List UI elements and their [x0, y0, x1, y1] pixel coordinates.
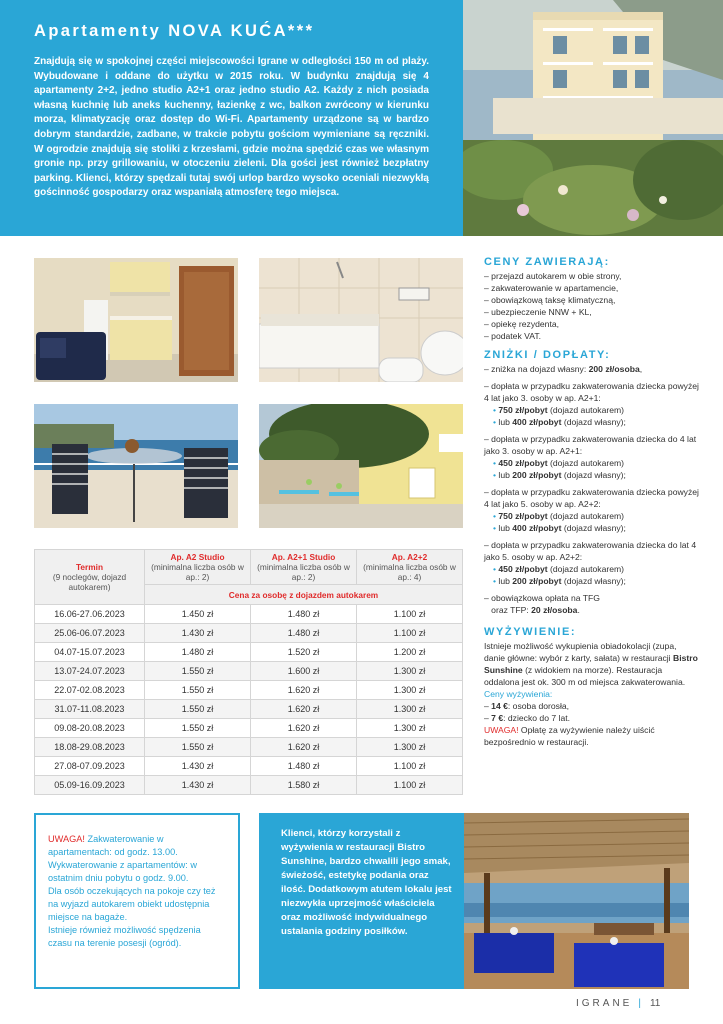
price-cell: 1.600 zł [251, 662, 357, 681]
meals-section [484, 626, 699, 748]
own-travel-end: , [639, 364, 643, 374]
table-row [35, 605, 463, 624]
price-cell: 1.620 zł [251, 738, 357, 757]
meals-restaurant: Bistro Sunshine [484, 653, 698, 675]
checkin-warning-box [34, 813, 240, 989]
surcharge-own-value: 400 zł/pobyt [512, 417, 562, 427]
discounts-title: ZNIŻKI / DOPŁATY: [484, 349, 611, 361]
price-cell: 1.550 zł [145, 662, 251, 681]
restaurant-photo [464, 813, 689, 989]
term-cell: 18.08-29.08.2023 [35, 738, 145, 757]
surcharge-coach-value: 750 zł/pobyt [498, 405, 548, 415]
col-a21-sub: (minimalna liczba osób w ap.: 2) [257, 562, 350, 582]
header-panel [0, 0, 463, 236]
prices-include-list [484, 270, 699, 342]
price-table [34, 549, 463, 795]
price-cell: 1.430 zł [145, 757, 251, 776]
discounts-section [484, 349, 699, 616]
surcharge-options [484, 510, 699, 534]
term-cell: 25.06-06.07.2023 [35, 624, 145, 643]
list-item: – przejazd autokarem w obie strony, [484, 270, 699, 282]
col-a2-label: Ap. A2 Studio [170, 552, 225, 562]
term-cell: 22.07-02.08.2023 [35, 681, 145, 700]
surcharge-coach [493, 510, 699, 522]
meal-price-adult [484, 700, 699, 712]
surcharge-text: – dopłata w przypadku zakwaterowania dziecka powyżej 4 lat jako 3. osoby w ap. A2+1: [484, 380, 699, 404]
surcharge-coach-label: (dojazd autokarem) [547, 564, 625, 574]
table-row [35, 776, 463, 795]
prices-include-section [484, 256, 699, 342]
garden-photo [259, 404, 463, 528]
price-cell: 1.550 zł [145, 700, 251, 719]
table-row [35, 700, 463, 719]
term-cell: 09.08-20.08.2023 [35, 719, 145, 738]
surcharge-own-prefix: lub [498, 576, 513, 586]
meals-text1: Istnieje możliwość wykupienia obiadokolacji (zupa, danie główne: wybór z karty, sałata) w restauracji [484, 641, 677, 663]
surcharge-own-label: (dojazd własny); [561, 470, 626, 480]
table-row [35, 624, 463, 643]
surcharge-coach-value: 450 zł/pobyt [498, 564, 548, 574]
price-cell: 1.100 zł [357, 757, 463, 776]
surcharge-own [493, 469, 699, 481]
price-cell: 1.300 zł [357, 662, 463, 681]
price-cell: 1.550 zł [145, 681, 251, 700]
kitchen-photo [34, 258, 238, 382]
price-cell: 1.620 zł [251, 681, 357, 700]
col-a2-sub: (minimalna liczba osób w ap.: 2) [151, 562, 244, 582]
meals-warning-label: UWAGA! [484, 725, 519, 735]
surcharge-own-value: 200 zł/pobyt [512, 470, 562, 480]
surcharge-options [484, 404, 699, 428]
tfp-label: oraz TFP: [491, 605, 532, 615]
term-header-label: Termin [75, 562, 104, 572]
price-cell: 1.550 zł [145, 738, 251, 757]
surcharge-own [493, 522, 699, 534]
table-row [35, 662, 463, 681]
warning-label: UWAGA! [48, 834, 85, 844]
surcharge-own [493, 575, 699, 587]
surcharge-coach-label: (dojazd autokarem) [547, 458, 625, 468]
surcharge-coach-value: 750 zł/pobyt [498, 511, 548, 521]
col-a22-header [357, 550, 463, 585]
term-cell: 04.07-15.07.2023 [35, 643, 145, 662]
surcharge-text: – dopłata w przypadku zakwaterowania dziecka do lat 4 jako 5. osoby w ap. A2+2: [484, 539, 699, 563]
child-surcharges [484, 380, 699, 587]
info-column [484, 256, 699, 748]
price-cell: 1.430 zł [145, 624, 251, 643]
price-cell: 1.520 zł [251, 643, 357, 662]
page-footer [576, 998, 660, 1009]
tfp-end: . [577, 605, 580, 615]
checkin-text: Zakwaterowanie w apartamentach: od godz. 13.00. [48, 834, 178, 857]
price-cell: 1.300 zł [357, 700, 463, 719]
col-a22-sub: (minimalna liczba osób w ap.: 4) [363, 562, 456, 582]
surcharge-coach-value: 450 zł/pobyt [498, 458, 548, 468]
bathroom-photo [259, 258, 463, 382]
checkin-info [48, 833, 226, 859]
intro-text: Znajdują się w spokojnej części miejscowości Igrane w odległości 150 m od plaży. Wybudowane i oddane do użytku w 2015 roku. W budynku znajdują się 4 apartamenty 2+2, jedno studio A2+1 oraz jedno studio A2. Każdy z nich posiada własną kuchnię lub aneks kuchenny, łazienkę z wc, balkon zwrócony w kierunku morza, klimatyzację oraz dostęp do Wi-Fi. Apartamenty urządzone są w bardzo dobrym standardzie, zadbane, w trakcie pobytu gościom wymieniane są ręczniki. W ogrodzie znajdują się stoliki z krzesłami, gdzie można spędzić czas we własnym gronie np. przy grillowaniu, w otoczeniu zieleni. Dla gości jest również bezpłatny parking. Klienci, którzy spędzali tutaj swój urlop bardzo wysoko oceniali niezwykłą gościnność gospodarzy oraz wspaniałą atmosferę tego miejsca. [34, 56, 429, 199]
adult-label: : osoba dorosła, [507, 701, 570, 711]
checkout-info: Wykwaterowanie z apartamentów: w ostatnim dniu pobytu o godz. 9.00. [48, 860, 198, 883]
table-row [35, 719, 463, 738]
surcharge-text: – dopłata w przypadku zakwaterowania dziecka do 4 lat jako 3. osoby w ap. A2+1: [484, 433, 699, 457]
surcharge-own-prefix: lub [498, 470, 513, 480]
footer-separator: | [638, 998, 644, 1009]
balcony-photo [34, 404, 238, 528]
table-row [35, 681, 463, 700]
surcharge-own-prefix: lub [498, 417, 513, 427]
surcharge-block [484, 380, 699, 428]
list-item: – podatek VAT. [484, 330, 699, 342]
surcharge-own-prefix: lub [498, 523, 513, 533]
price-cell: 1.480 zł [251, 757, 357, 776]
hero-building-photo [463, 0, 723, 236]
price-cell: 1.300 zł [357, 738, 463, 757]
price-cell: 1.620 zł [251, 700, 357, 719]
price-cell: 1.480 zł [251, 624, 357, 643]
col-a22-label: Ap. A2+2 [391, 552, 428, 562]
meal-price-child [484, 712, 699, 724]
surcharge-coach [493, 457, 699, 469]
surcharge-coach [493, 563, 699, 575]
tfg-fee [484, 592, 699, 616]
surcharge-options [484, 563, 699, 587]
child-label: : dziecko do 7 lat. [503, 713, 571, 723]
child-price: 7 € [491, 713, 504, 723]
surcharge-own-label: (dojazd własny); [561, 523, 626, 533]
own-travel-label: zniżka na dojazd własny: [491, 364, 589, 374]
price-cell: 1.620 zł [251, 719, 357, 738]
price-cell: 1.580 zł [251, 776, 357, 795]
price-cell: 1.480 zł [145, 643, 251, 662]
tfg-fee-item [484, 592, 699, 616]
price-per-person-header: Cena za osobę z dojazdem autokarem [145, 585, 463, 605]
meal-prices-list [484, 700, 699, 724]
price-cell: 1.480 zł [251, 605, 357, 624]
surcharge-coach-label: (dojazd autokarem) [547, 405, 625, 415]
garden-info: Istnieje również możliwość spędzenia czasu na terenie posesji (ogród). [48, 925, 201, 948]
adult-price: 14 € [491, 701, 508, 711]
luggage-info: Dla osób oczekujących na pokoje czy też na wyjazd autokarem obiekt udostępnia miejsce na bagaże. [48, 886, 216, 922]
col-a21-label: Ap. A2+1 Studio [271, 552, 336, 562]
surcharge-own-value: 200 zł/pobyt [512, 576, 562, 586]
meals-warning-text: Opłatę za wyżywienie należy uiścić bezpośrednio w restauracji. [484, 725, 655, 747]
price-cell: 1.100 zł [357, 776, 463, 795]
meal-prices-label: Ceny wyżywienia: [484, 689, 553, 699]
list-item: – ubezpieczenie NNW + KL, [484, 306, 699, 318]
surcharge-options [484, 457, 699, 481]
meals-description [484, 640, 699, 688]
term-cell: 13.07-24.07.2023 [35, 662, 145, 681]
discounts-list [484, 363, 699, 375]
surcharge-text: – dopłata w przypadku zakwaterowania dziecka powyżej 4 lat jako 5. osoby w ap. A2+2: [484, 486, 699, 510]
term-cell: 16.06-27.06.2023 [35, 605, 145, 624]
surcharge-coach [493, 404, 699, 416]
price-cell: 1.100 zł [357, 624, 463, 643]
surcharge-block [484, 539, 699, 587]
price-cell: 1.430 zł [145, 776, 251, 795]
page-title: Apartamenty NOVA KUĆA*** [34, 22, 315, 40]
surcharge-own-label: (dojazd własny); [561, 576, 626, 586]
price-cell: 1.300 zł [357, 719, 463, 738]
own-travel-discount [484, 363, 699, 375]
surcharge-own-value: 400 zł/pobyt [512, 523, 562, 533]
meals-text2: (z widokiem na morze). Restauracja oddalona jest ok. 300 m od miejsca zakwaterowania. [484, 665, 686, 687]
term-cell: 05.09-16.09.2023 [35, 776, 145, 795]
list-item: – opiekę rezydenta, [484, 318, 699, 330]
surcharge-own-label: (dojazd własny); [561, 417, 626, 427]
own-travel-value: 200 zł/osoba [588, 364, 640, 374]
term-header [35, 550, 145, 605]
price-cell: 1.550 zł [145, 719, 251, 738]
col-a21-header [251, 550, 357, 585]
term-cell: 27.08-07.09.2023 [35, 757, 145, 776]
footer-place: IGRANE [576, 998, 633, 1009]
tfg-text: obowiązkowa opłata na TFG [491, 593, 600, 603]
surcharge-coach-label: (dojazd autokarem) [547, 511, 625, 521]
price-cell: 1.300 zł [357, 681, 463, 700]
table-row [35, 738, 463, 757]
prices-include-title: CENY ZAWIERAJĄ: [484, 256, 610, 268]
table-row [35, 643, 463, 662]
price-cell: 1.100 zł [357, 605, 463, 624]
term-header-sub: (9 noclegów, dojazd autokarem) [52, 572, 127, 592]
page-number: 11 [649, 998, 661, 1009]
tfp-value: 20 zł/osoba [531, 605, 578, 615]
term-cell: 31.07-11.08.2023 [35, 700, 145, 719]
surcharge-block [484, 486, 699, 534]
price-table-body [35, 605, 463, 795]
restaurant-review-text: Klienci, którzy korzystali z wyżywienia w restauracji Bistro Sunshine, bardzo chwalili jego smak, świeżość, estetykę podania oraz ilość. Dodatkowym atutem lokalu jest niezwykła uprzejmość właściciela oraz możliwość indywidualnego ustalania godziny posiłków. [281, 828, 452, 937]
table-row [35, 757, 463, 776]
list-item: – obowiązkową taksę klimatyczną, [484, 294, 699, 306]
restaurant-review-box [259, 813, 464, 989]
meals-title: WYŻYWIENIE: [484, 626, 577, 638]
list-item: – zakwaterowanie w apartamencie, [484, 282, 699, 294]
price-cell: 1.450 zł [145, 605, 251, 624]
col-a2-header [145, 550, 251, 585]
meals-warning [484, 724, 699, 748]
surcharge-block [484, 433, 699, 481]
price-cell: 1.200 zł [357, 643, 463, 662]
surcharge-own [493, 416, 699, 428]
